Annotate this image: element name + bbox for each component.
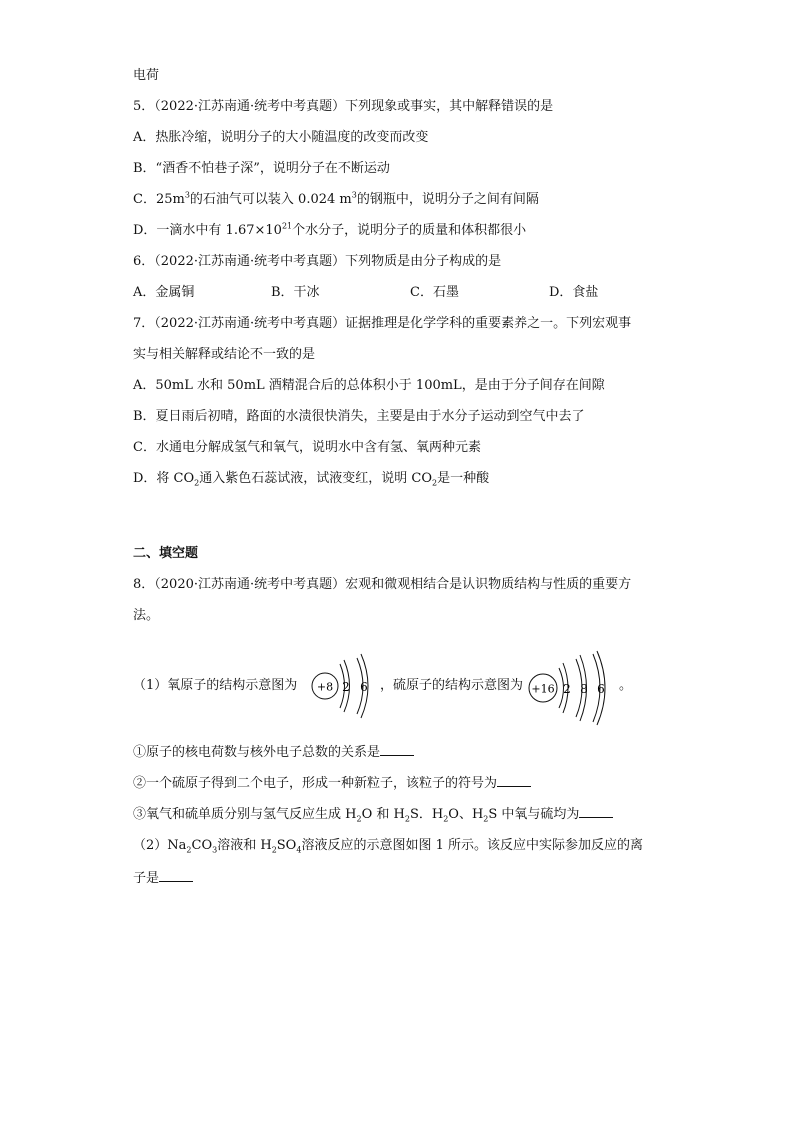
oxygen-shell-2-count: 6	[360, 680, 368, 694]
q7-stem-line2: 实与相关解释或结论不一致的是	[133, 347, 316, 362]
q5-option-c[interactable]: C．$25m^3$的石油气可以装入 0.024 $m^3$的钢瓶中，说明分子之间有间隔	[133, 190, 539, 207]
q8-sub1-answer-blank[interactable]	[380, 744, 414, 756]
q5-option-b[interactable]: B．“酒香不怕巷子深”，说明分子在不断运动	[133, 161, 390, 176]
q8-part1-text: （1）氧原子的结构示意图为	[133, 678, 298, 693]
q7-option-b[interactable]: B．夏日雨后初晴，路面的水渍很快消失，主要是由于水分子运动到空气中去了	[133, 409, 585, 424]
sulfur-shell-1-count: 2	[563, 682, 571, 696]
q7-option-c[interactable]: C．水通电分解成氢气和氧气，说明水中含有氢、氧两种元素	[133, 440, 481, 455]
q6-option-b[interactable]: B．干冰	[271, 285, 320, 300]
sulfur-shell-2-count: 8	[580, 682, 588, 696]
sulfur-atom-diagram	[528, 650, 618, 725]
q6-options	[133, 284, 653, 302]
oxygen-nucleus-label: +8	[316, 680, 334, 694]
oxygen-shell-1-count: 2	[342, 680, 350, 694]
sulfur-shell-3-count: 6	[597, 682, 605, 696]
q6-stem: 6．（2022·江苏南通·统考中考真题）下列物质是由分子构成的是	[133, 254, 502, 269]
q8-part1-atom-diagrams	[133, 650, 653, 725]
q6-option-c[interactable]: C．石墨	[410, 285, 459, 300]
continuation-text: 电荷	[133, 68, 160, 83]
q8-part2-answer-blank[interactable]	[159, 870, 193, 882]
q7-option-a[interactable]: A．50mL 水和 50mL 酒精混合后的总体积小于 100mL，是由于分子间存在间隙	[133, 378, 605, 393]
q5-option-d[interactable]: D．一滴水中有 $1.67\times 10^{21}$个水分子，说明分子的质量和体积都很小	[133, 221, 527, 238]
q8-part1-text-end: 。	[619, 678, 633, 693]
q8-sub1: ①原子的核电荷数与核外电子总数的关系是	[133, 744, 414, 762]
q8-part2-line1: $(2)Na_2CO_3$溶液和 $H_2SO_4$溶液反应的示意图如图 1 所示。该反应中实际参加反应的离	[133, 838, 643, 855]
q8-part2-line2: 子是	[133, 870, 193, 888]
q8-stem-line2: 法。	[133, 608, 160, 623]
q8-sub3: ③氧气和硫单质分别与氢气反应生成 $H_2O$ 和 $H_2S$．$H_2O$、$H_2S$ 中氧与硫均为	[133, 806, 613, 824]
q8-sub2-answer-blank[interactable]	[497, 775, 531, 787]
q6-option-a[interactable]: A．金属铜	[133, 285, 195, 300]
q6-option-d[interactable]: D．食盐	[549, 285, 599, 300]
q7-stem-line1: 7．（2022·江苏南通·统考中考真题）证据推理是化学学科的重要素养之一。下列宏观事	[133, 316, 632, 331]
sulfur-nucleus-label: +16	[531, 682, 555, 696]
q8-part1-text-mid: ，硫原子的结构示意图为	[380, 678, 524, 693]
section-heading: 二、填空题	[133, 546, 199, 561]
q8-stem-line1: 8．（2020·江苏南通·统考中考真题）宏观和微观相结合是认识物质结构与性质的重要方	[133, 577, 632, 592]
q5-option-a[interactable]: A．热胀冷缩，说明分子的大小随温度的改变而改变	[133, 130, 429, 145]
q5-stem: 5．（2022·江苏南通·统考中考真题）下列现象或事实，其中解释错误的是	[133, 99, 554, 114]
q8-sub2: ②一个硫原子得到二个电子，形成一种新粒子，该粒子的符号为	[133, 775, 531, 793]
q8-sub3-answer-blank[interactable]	[579, 806, 613, 818]
oxygen-atom-diagram	[309, 650, 379, 722]
q7-option-d[interactable]: D．将 $CO_2$通入紫色石蕊试液，试液变红，说明 $CO_2$是一种酸	[133, 471, 490, 488]
